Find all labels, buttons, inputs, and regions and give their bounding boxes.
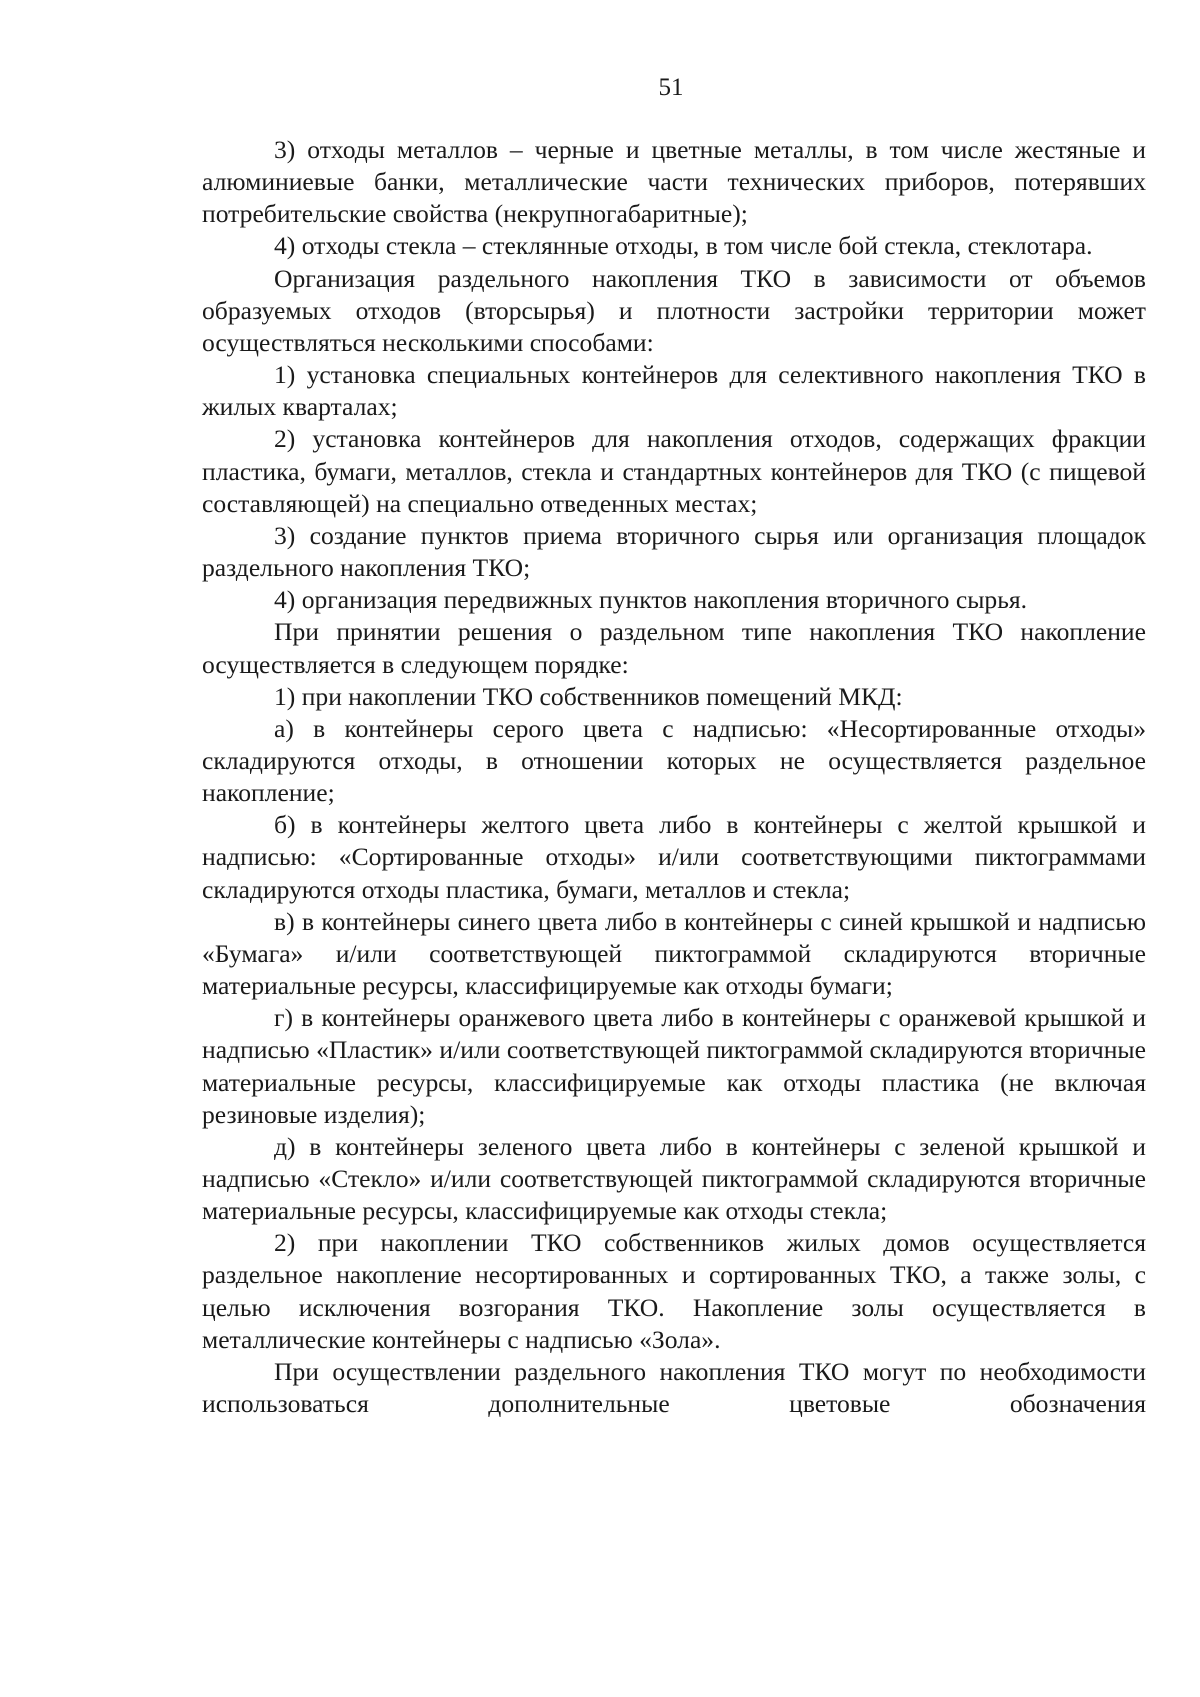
paragraph-item-v-blue: в) в контейнеры синего цвета либо в контейнеры с синей крышкой и надписью «Бумага» и/или соответствующей пиктограммой складируются вторичные материальные ресурсы, классифицируемые как отходы бумаги; [202,906,1146,1001]
paragraph-glass-waste: 4) отходы стекла – стеклянные отходы, в том числе бой стекла, стеклотара. [274,231,1093,261]
paragraph-metal-waste: 3) отходы металлов – черные и цветные металлы, в том числе жестяные и алюминиевые банки, металлические части технических приборов, потерявших потребительские свойства (некрупногабаритные); [202,135,1146,229]
paragraph-item-g-orange: г) в контейнеры оранжевого цвета либо в контейнеры с оранжевой крышкой и надписью «Пластик» и/или соответствующей пиктограммой складируются вторичные материальные ресурсы, классифицируемые как отходы пластика (не включая резиновые изделия); [202,1003,1146,1129]
paragraph-method-3: 3) создание пунктов приема вторичного сырья или организация площадок раздельного накопления ТКО; [202,520,1146,583]
paragraph-item-a-grey: а) в контейнеры серого цвета с надписью: «Несортированные отходы» складируются отходы, в отношении которых не осуществляется раздельное накопление; [202,713,1146,808]
paragraph-item-d-green: д) в контейнеры зеленого цвета либо в контейнеры с зеленой крышкой и надписью «Стекло» и/или соответствующей пиктограммой складируются вторичные материальные ресурсы, классифицируемые как отходы стекла; [202,1131,1146,1226]
paragraph-private-houses: 2) при накоплении ТКО собственников жилых домов осуществляется раздельное накопление несортированных и сортированных ТКО, а также золы, с целью исключения возгорания ТКО. Накопление золы осуществляется в металлические контейнеры с надписью «Зола». [202,1228,1146,1354]
paragraph-method-2: 2) установка контейнеров для накопления отходов, содержащих фракции пластика, бумаги, металлов, стекла и стандартных контейнеров для ТКО (с пищевой составляющей) на специально отведенных местах; [202,424,1146,518]
paragraph-method-1: 1) установка специальных контейнеров для селективного накопления ТКО в жилых кварталах; [202,360,1146,422]
page-number: 51 [658,74,684,101]
paragraph-method-4: 4) организация передвижных пунктов накопления вторичного сырья. [274,585,1028,615]
paragraph-color-codes: При осуществлении раздельного накопления ТКО могут по необходимости использоваться дополнительные цветовые обозначения [202,1356,1146,1419]
paragraph-procedure-intro: При принятии решения о раздельном типе накопления ТКО накопление осуществляется в следующем порядке: [202,617,1146,679]
document-body [202,134,1146,1420]
paragraph-item-b-yellow: б) в контейнеры желтого цвета либо в контейнеры с желтой крышкой и надписью: «Сортированные отходы» и/или соответствующими пиктограммами складируются отходы пластика, бумаги, металлов и стекла; [202,810,1146,904]
paragraph-organization-methods: Организация раздельного накопления ТКО в зависимости от объемов образуемых отходов (вторсырья) и плотности застройки территории может осуществляться несколькими способами: [202,263,1146,357]
paragraph-mkd-owners: 1) при накоплении ТКО собственников помещений МКД: [274,681,903,711]
